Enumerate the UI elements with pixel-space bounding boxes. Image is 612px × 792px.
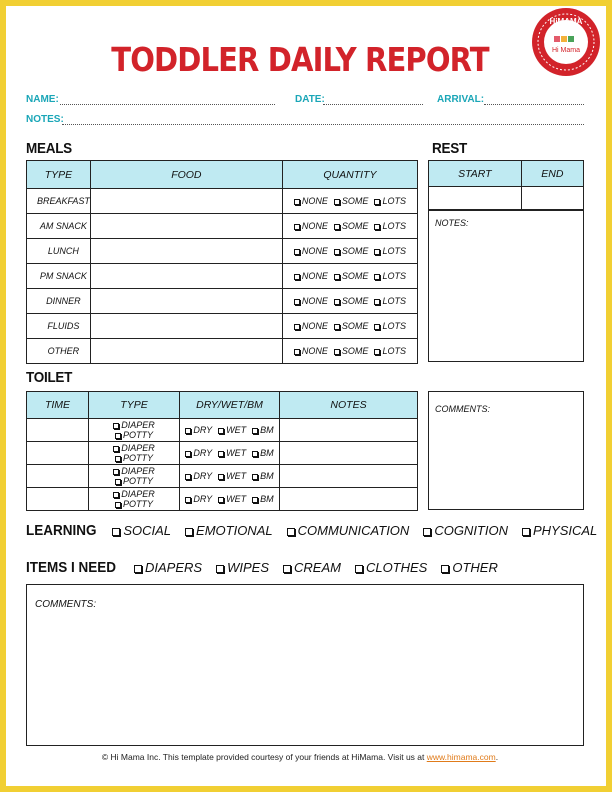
toilet-state-cell [180,488,280,511]
quantity-none-option[interactable] [294,221,328,231]
meal-food-cell[interactable] [90,264,282,289]
checkbox-icon [185,497,191,503]
toilet-col-time: TIME [27,392,89,419]
arrival-label: ARRIVAL: [437,94,485,105]
footer-link[interactable]: www.himama.com [426,752,496,762]
checkbox-icon [115,502,121,508]
meals-table [26,160,418,364]
quantity-some-label: SOME [341,271,369,281]
toilet-notes-cell[interactable] [280,419,418,442]
checkbox-icon [355,565,363,573]
toilet-row [27,488,418,511]
comments-label: COMMENTS: [35,599,97,610]
toilet-state-dry-label: DRY [193,494,213,504]
toilet-state-bm-label: BM [260,494,274,504]
checkbox-icon [115,456,121,462]
quantity-lots-label: LOTS [382,221,406,231]
rest-start-cell[interactable] [429,187,522,211]
toilet-type-diaper-label: DIAPER [121,420,155,430]
items-i-need-item-label: CREAM [294,560,341,575]
toilet-row [27,419,418,442]
checkbox-icon [423,528,431,536]
rest-col-end: END [521,161,583,187]
quantity-lots-option[interactable] [374,296,406,306]
date-label: DATE: [295,94,325,105]
name-label: NAME: [26,94,59,105]
toilet-notes-cell[interactable] [280,488,418,511]
toilet-type-potty-option[interactable] [115,476,153,486]
toilet-time-cell[interactable] [27,442,89,465]
items-i-need-diapers-option[interactable] [134,560,202,575]
quantity-lots-option[interactable] [374,246,406,256]
meal-food-cell[interactable] [90,189,282,214]
items-i-need-item-label: WIPES [227,560,269,575]
quantity-lots-label: LOTS [382,196,406,206]
meal-food-cell[interactable] [90,289,282,314]
quantity-some-option[interactable] [334,246,369,256]
checkbox-icon [185,528,193,536]
arrival-field[interactable] [484,104,584,105]
rest-col-start: START [429,161,522,187]
checkbox-icon [374,299,380,305]
meal-food-cell[interactable] [90,239,282,264]
quantity-some-option[interactable] [334,321,369,331]
toilet-state-bm-option[interactable] [252,471,274,481]
quantity-lots-option[interactable] [374,271,406,281]
quantity-some-label: SOME [341,296,369,306]
quantity-none-option[interactable] [294,271,328,281]
meal-food-cell[interactable] [90,314,282,339]
quantity-some-label: SOME [341,246,369,256]
toilet-state-bm-label: BM [260,471,274,481]
meal-type-cell: OTHER [27,339,91,364]
toilet-state-wet-label: WET [226,448,247,458]
toilet-type-potty-label: POTTY [122,453,153,463]
toilet-state-cell [180,442,280,465]
quantity-lots-option[interactable] [374,346,406,356]
quantity-lots-option[interactable] [374,221,406,231]
quantity-some-option[interactable] [334,296,369,306]
learning-item-label: COMMUNICATION [297,523,410,538]
checkbox-icon [185,428,191,434]
toilet-notes-cell[interactable] [280,465,418,488]
footer-text: © Hi Mama Inc. This template provided courtesy of your friends at HiMama. Visit us at [101,752,427,762]
checkbox-icon [441,565,449,573]
quantity-some-label: SOME [341,321,369,331]
learning-cognition-option[interactable] [423,523,508,538]
checkbox-icon [294,299,300,305]
quantity-some-option[interactable] [334,346,369,356]
toilet-state-wet-option[interactable] [218,448,246,458]
notes-field[interactable] [62,124,584,125]
quantity-none-label: NONE [301,196,328,206]
items-i-need-other-option[interactable] [441,560,498,575]
learning-item-label: EMOTIONAL [196,523,273,538]
toilet-state-wet-label: WET [226,471,247,481]
items-i-need-label: ITEMS I NEED [26,559,117,576]
checkbox-icon [112,528,120,536]
toilet-col-type: TYPE [89,392,180,419]
toilet-state-wet-option[interactable] [218,494,246,504]
toilet-time-cell[interactable] [27,488,89,511]
meal-type-cell: DINNER [27,289,91,314]
toilet-type-potty-option[interactable] [115,499,153,509]
quantity-none-label: NONE [301,271,328,281]
quantity-lots-option[interactable] [374,321,406,331]
meals-col-type: TYPE [27,161,91,189]
checkbox-icon [294,249,300,255]
toilet-time-cell[interactable] [27,465,89,488]
checkbox-icon [113,446,119,452]
checkbox-icon [294,274,300,280]
date-field[interactable] [323,104,423,105]
himama-badge-logo [530,6,602,78]
toilet-col-notes: NOTES [280,392,418,419]
toilet-type-cell [89,488,180,511]
rest-notes-box[interactable] [428,209,584,362]
learning-item-label: SOCIAL [123,523,172,538]
checkbox-icon [287,528,295,536]
meal-quantity-cell [282,214,417,239]
checkbox-icon [374,349,380,355]
checkbox-icon [374,199,380,205]
checkbox-icon [294,349,300,355]
meals-row [27,289,418,314]
quantity-some-label: SOME [341,196,369,206]
badge-subtext: Hi Mama [551,47,581,54]
meal-quantity-cell [282,339,417,364]
checkbox-icon [185,451,191,457]
items-i-need-clothes-option[interactable] [355,560,427,575]
toilet-type-potty-option[interactable] [115,430,153,440]
checkbox-icon [294,224,300,230]
toilet-type-diaper-label: DIAPER [121,443,155,453]
toilet-state-dry-label: DRY [193,425,213,435]
meal-food-cell[interactable] [90,214,282,239]
checkbox-icon [113,492,119,498]
checkbox-icon [334,249,340,255]
meals-col-food: FOOD [90,161,282,189]
toilet-type-potty-option[interactable] [115,453,153,463]
toilet-state-bm-label: BM [260,425,274,435]
toilet-state-wet-option[interactable] [218,471,246,481]
items-i-need-item-label: OTHER [452,560,498,575]
toilet-type-potty-label: POTTY [122,430,153,440]
checkbox-icon [334,224,340,230]
meals-row [27,264,418,289]
toilet-row [27,442,418,465]
quantity-some-label: SOME [341,346,369,356]
toilet-col-state: DRY/WET/BM [180,392,280,419]
quantity-none-option[interactable] [294,296,328,306]
meals-row [27,189,418,214]
checkbox-icon [216,565,224,573]
toilet-type-diaper-option[interactable] [113,443,155,453]
toilet-notes-cell[interactable] [280,442,418,465]
meal-type-cell: PM SNACK [27,264,91,289]
toilet-state-dry-option[interactable] [185,425,212,435]
toilet-state-wet-label: WET [226,494,247,504]
checkbox-icon [334,324,340,330]
toilet-type-cell [89,465,180,488]
items-i-need-row [26,559,512,576]
checkbox-icon [294,324,300,330]
quantity-none-option[interactable] [294,346,328,356]
checkbox-icon [374,324,380,330]
checkbox-icon [134,565,142,573]
checkbox-icon [218,451,224,457]
learning-emotional-option[interactable] [185,523,273,538]
toilet-state-dry-option[interactable] [185,494,212,504]
learning-physical-option[interactable] [522,523,597,538]
meal-quantity-cell [282,289,417,314]
learning-social-option[interactable] [112,523,171,538]
quantity-lots-label: LOTS [382,321,406,331]
meal-quantity-cell [282,239,417,264]
toilet-type-potty-label: POTTY [122,499,153,509]
learning-label: LEARNING [26,522,97,539]
rest-table [428,160,584,211]
learning-row [26,522,611,539]
toilet-state-wet-option[interactable] [218,425,246,435]
learning-item-label: COGNITION [434,523,508,538]
quantity-lots-label: LOTS [382,271,406,281]
notes-label: NOTES: [26,114,64,125]
toilet-state-bm-label: BM [260,448,274,458]
quantity-lots-option[interactable] [374,196,406,206]
toilet-comments-box[interactable] [428,391,584,510]
meal-food-cell[interactable] [90,339,282,364]
quantity-some-label: SOME [341,221,369,231]
checkbox-icon [218,497,224,503]
toilet-time-cell[interactable] [27,419,89,442]
checkbox-icon [374,274,380,280]
meals-col-quantity: QUANTITY [282,161,417,189]
checkbox-icon [252,428,258,434]
name-field[interactable] [60,104,275,105]
toilet-type-diaper-label: DIAPER [121,466,155,476]
quantity-lots-label: LOTS [382,346,406,356]
quantity-lots-label: LOTS [382,296,406,306]
items-i-need-item-label: CLOTHES [365,560,428,575]
meal-type-cell: BREAKFAST [27,189,91,214]
quantity-none-label: NONE [301,246,328,256]
toilet-type-diaper-label: DIAPER [121,489,155,499]
toilet-type-cell [89,442,180,465]
toilet-state-bm-option[interactable] [252,425,274,435]
meals-row [27,239,418,264]
meals-row [27,214,418,239]
items-i-need-wipes-option[interactable] [216,560,269,575]
quantity-some-option[interactable] [334,221,369,231]
checkbox-icon [374,249,380,255]
checkbox-icon [113,423,119,429]
comments-box[interactable] [26,584,584,746]
meal-quantity-cell [282,189,417,214]
checkbox-icon [252,451,258,457]
meal-quantity-cell [282,264,417,289]
checkbox-icon [334,274,340,280]
meals-heading: MEALS [26,140,72,157]
meal-type-cell: FLUIDS [27,314,91,339]
toilet-table [26,391,418,511]
checkbox-icon [283,565,291,573]
items-i-need-item-label: DIAPERS [145,560,203,575]
checkbox-icon [334,349,340,355]
toilet-type-potty-label: POTTY [122,476,153,486]
toilet-type-diaper-option[interactable] [113,489,155,499]
rest-notes-label: NOTES: [435,218,469,228]
quantity-none-option[interactable] [294,196,328,206]
toilet-type-diaper-option[interactable] [113,466,155,476]
meal-type-cell: LUNCH [27,239,91,264]
page-title: TODDLER DAILY REPORT [111,40,489,79]
quantity-lots-label: LOTS [382,246,406,256]
rest-heading: REST [432,140,467,157]
meal-quantity-cell [282,314,417,339]
checkbox-icon [115,433,121,439]
quantity-none-label: NONE [301,321,328,331]
checkbox-icon [334,199,340,205]
meals-row [27,339,418,364]
meal-type-cell: AM SNACK [27,214,91,239]
toilet-comments-label: COMMENTS: [435,404,490,414]
checkbox-icon [334,299,340,305]
toilet-type-diaper-option[interactable] [113,420,155,430]
toilet-state-bm-option[interactable] [252,494,274,504]
quantity-none-option[interactable] [294,321,328,331]
checkbox-icon [294,199,300,205]
checkbox-icon [115,479,121,485]
checkbox-icon [218,428,224,434]
quantity-none-label: NONE [301,221,328,231]
checkbox-icon [113,469,119,475]
checkbox-icon [252,497,258,503]
quantity-none-label: NONE [301,346,328,356]
checkbox-icon [218,474,224,480]
checkbox-icon [522,528,530,536]
checkbox-icon [185,474,191,480]
learning-item-label: PHYSICAL [532,523,598,538]
quantity-none-option[interactable] [294,246,328,256]
footer-suffix: . [495,752,499,762]
toilet-row [27,465,418,488]
toilet-state-bm-option[interactable] [252,448,274,458]
toilet-state-dry-option[interactable] [185,471,212,481]
quantity-none-label: NONE [301,296,328,306]
quantity-some-option[interactable] [334,196,369,206]
toilet-heading: TOILET [26,369,73,386]
toilet-state-dry-label: DRY [193,471,213,481]
toilet-state-cell [180,419,280,442]
checkbox-icon [374,224,380,230]
quantity-some-option[interactable] [334,271,369,281]
toilet-state-dry-option[interactable] [185,448,212,458]
meals-row [27,314,418,339]
items-i-need-cream-option[interactable] [283,560,341,575]
learning-communication-option[interactable] [287,523,410,538]
toilet-state-dry-label: DRY [193,448,213,458]
toilet-type-cell [89,419,180,442]
toilet-state-cell [180,465,280,488]
badge-text: HiMAMA [549,17,583,26]
toilet-state-wet-label: WET [226,425,247,435]
rest-end-cell[interactable] [521,187,583,211]
footer [0,752,600,762]
checkbox-icon [252,474,258,480]
